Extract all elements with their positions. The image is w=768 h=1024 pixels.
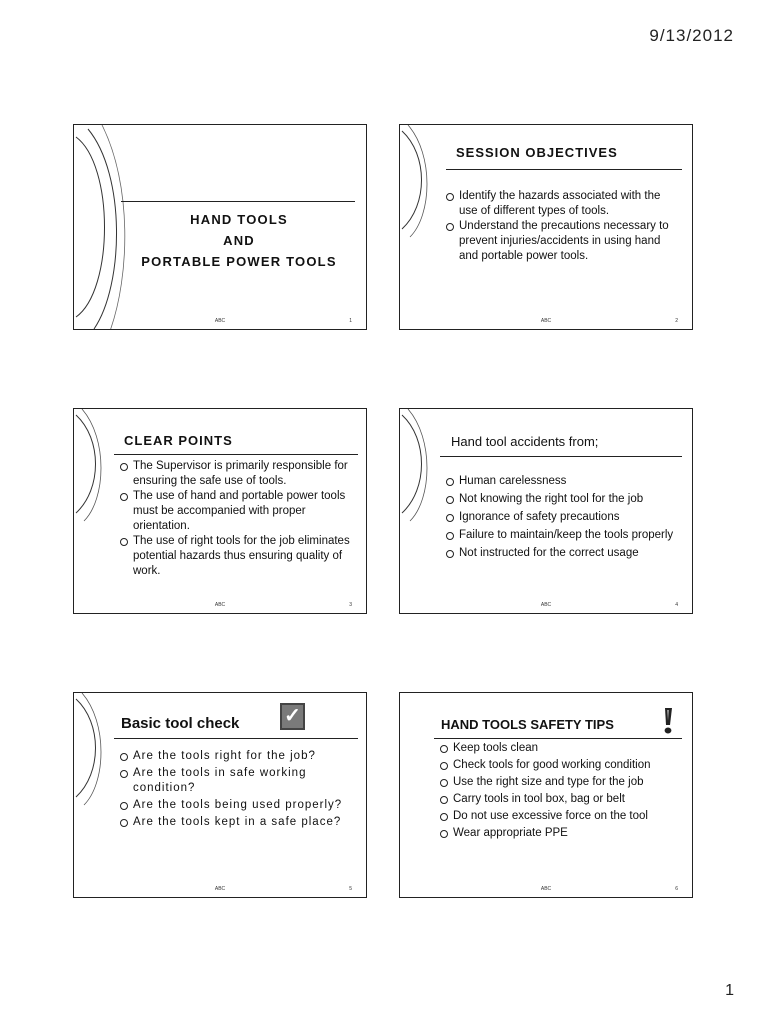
slide-number: 4 bbox=[675, 602, 678, 608]
bullet-circle-icon bbox=[120, 753, 128, 761]
bullet-circle-icon bbox=[446, 550, 454, 558]
list-item: Use the right size and type for the job bbox=[440, 775, 680, 790]
title-rule bbox=[114, 738, 358, 739]
title-rule bbox=[434, 738, 682, 739]
title-rule bbox=[440, 456, 682, 457]
slide-title bbox=[114, 209, 364, 272]
bullet-circle-icon bbox=[440, 830, 448, 838]
decorative-arcs bbox=[400, 409, 440, 614]
bullet-circle-icon bbox=[120, 538, 128, 546]
bullet-circle-icon bbox=[440, 762, 448, 770]
bullet-circle-icon bbox=[440, 813, 448, 821]
list-item: The Supervisor is primarily responsible for ensuring the safe use of tools. bbox=[120, 459, 358, 489]
checkmark-icon: ✓ bbox=[280, 703, 305, 730]
slide-footer-label: ABC bbox=[540, 886, 552, 892]
title-rule bbox=[121, 201, 355, 202]
list-item: Are the tools right for the job? bbox=[120, 749, 358, 764]
bullet-circle-icon bbox=[440, 796, 448, 804]
decorative-arcs bbox=[74, 693, 114, 898]
list-item: Are the tools kept in a safe place? bbox=[120, 815, 358, 830]
bullet-list bbox=[120, 749, 358, 832]
bullet-circle-icon bbox=[446, 223, 454, 231]
title-line: PORTABLE POWER TOOLS bbox=[141, 254, 337, 269]
bullet-circle-icon bbox=[120, 802, 128, 810]
bullet-circle-icon bbox=[446, 514, 454, 522]
bullet-circle-icon bbox=[120, 463, 128, 471]
list-item: Wear appropriate PPE bbox=[440, 826, 680, 841]
slide-title: HAND TOOLS SAFETY TIPS bbox=[441, 717, 614, 732]
slide-6 bbox=[399, 692, 693, 898]
decorative-arcs bbox=[74, 409, 114, 614]
slide-number: 3 bbox=[349, 602, 352, 608]
list-item: Keep tools clean bbox=[440, 741, 680, 756]
slide-3 bbox=[73, 408, 367, 614]
slide-5 bbox=[73, 692, 367, 898]
slide-number: 6 bbox=[675, 886, 678, 892]
list-item: Not instructed for the correct usage bbox=[446, 546, 684, 561]
list-item: The use of right tools for the job eliminates potential hazards thus ensuring quality of work. bbox=[120, 534, 358, 579]
slide-footer-label: ABC bbox=[214, 318, 226, 324]
slide-title: Hand tool accidents from; bbox=[451, 434, 599, 449]
slide-number: 2 bbox=[675, 318, 678, 324]
bullet-circle-icon bbox=[120, 819, 128, 827]
list-item: Carry tools in tool box, bag or belt bbox=[440, 792, 680, 807]
list-item: Check tools for good working condition bbox=[440, 758, 680, 773]
list-item: Human carelessness bbox=[446, 474, 684, 489]
bullet-list bbox=[446, 189, 682, 264]
bullet-list bbox=[446, 474, 684, 564]
bullet-circle-icon bbox=[120, 770, 128, 778]
slide-4 bbox=[399, 408, 693, 614]
slide-number: 5 bbox=[349, 886, 352, 892]
bullet-circle-icon bbox=[120, 493, 128, 501]
slide-footer-label: ABC bbox=[214, 602, 226, 608]
page-number: 1 bbox=[725, 982, 734, 999]
list-item: Do not use excessive force on the tool bbox=[440, 809, 680, 824]
title-rule bbox=[446, 169, 682, 170]
exclamation-icon bbox=[660, 707, 676, 735]
slide-title: CLEAR POINTS bbox=[124, 433, 233, 448]
bullet-list bbox=[120, 459, 358, 579]
slide-footer-label: ABC bbox=[214, 886, 226, 892]
slide-1 bbox=[73, 124, 367, 330]
slide-title: Basic tool check bbox=[121, 715, 240, 732]
bullet-circle-icon bbox=[440, 779, 448, 787]
bullet-circle-icon bbox=[446, 496, 454, 504]
title-line: HAND TOOLS bbox=[190, 212, 288, 227]
list-item: Ignorance of safety precautions bbox=[446, 510, 684, 525]
slide-footer-label: ABC bbox=[540, 318, 552, 324]
title-rule bbox=[114, 454, 358, 455]
slide-title: SESSION OBJECTIVES bbox=[456, 145, 618, 160]
list-item: Identify the hazards associated with the use of different types of tools. bbox=[446, 189, 682, 219]
list-item: Understand the precautions necessary to prevent injuries/accidents in using hand and portable power tools. bbox=[446, 219, 682, 264]
slide-footer-label: ABC bbox=[540, 602, 552, 608]
list-item: The use of hand and portable power tools must be accompanied with proper orientation. bbox=[120, 489, 358, 534]
list-item: Are the tools in safe working condition? bbox=[120, 766, 358, 796]
bullet-circle-icon bbox=[446, 532, 454, 540]
list-item: Failure to maintain/keep the tools properly bbox=[446, 528, 684, 543]
slide-number: 1 bbox=[349, 318, 352, 324]
slide-2 bbox=[399, 124, 693, 330]
decorative-arcs bbox=[400, 125, 440, 330]
print-date: 9/13/2012 bbox=[649, 26, 734, 45]
bullet-circle-icon bbox=[440, 745, 448, 753]
bullet-list bbox=[440, 741, 680, 843]
bullet-circle-icon bbox=[446, 193, 454, 201]
title-line: AND bbox=[223, 233, 255, 248]
list-item: Are the tools being used properly? bbox=[120, 798, 358, 813]
list-item: Not knowing the right tool for the job bbox=[446, 492, 684, 507]
bullet-circle-icon bbox=[446, 478, 454, 486]
